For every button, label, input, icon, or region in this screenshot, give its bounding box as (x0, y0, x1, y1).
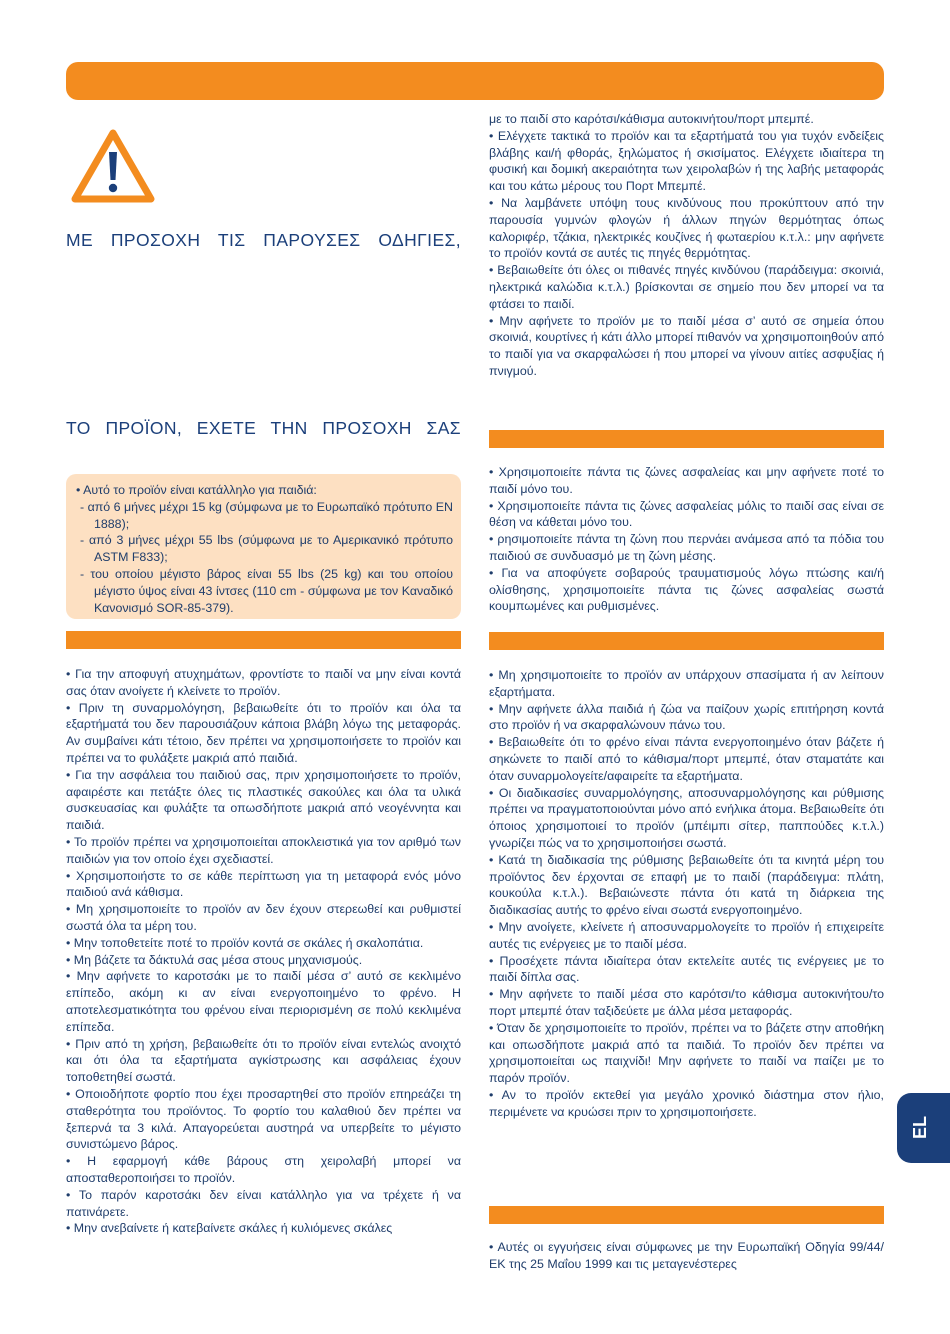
paragraph: • Χρησιμοποιήστε το σε κάθε περίπτωση για τη μεταφορά ενός μόνο παιδιού ανά κάθισμα. (66, 868, 461, 900)
language-tab (897, 1093, 950, 1163)
heading-line-1: ΜΕ ΠΡΟΣΟΧΗ ΤΙΣ ΠΑΡΟΥΣΕΣ ΟΔΗΓΙΕΣ, (66, 230, 461, 250)
right-column-middle-text (489, 464, 884, 615)
paragraph: • Χρησιμοποιείτε πάντα τις ζώνες ασφαλείας και μην αφήνετε ποτέ το παιδί μόνο του. (489, 465, 884, 496)
paragraph: • Μην ανοίγετε, κλείνετε ή αποσυναρμολογείτε το προϊόν ή επιχειρείτε αυτές τις ενέργειες με το παιδί μέσα. (489, 919, 884, 951)
infobox-item: - από 3 μήνες μέχρι 55 lbs (σύμφωνα με το Αμερικανικό πρότυπο ASTM F833); (80, 533, 453, 565)
paragraph: • Πριν από τη χρήση, βεβαιωθείτε ότι το προϊόν είναι εντελώς ανοιχτό και ότι όλα τα εξαρτήματα αγκίστρωσης και ασφάλειας έχουν τοποθετηθεί σωστά. (66, 1036, 461, 1085)
paragraph: • Το παρόν καροτσάκι δεν είναι κατάλληλο για να τρέχετε ή να πατινάρετε. (66, 1187, 461, 1219)
paragraph: • Πριν τη συναρμολόγηση, βεβαιωθείτε ότι το προϊόν και όλα τα εξαρτήματά του δεν παρουσιάζουν κάποια βλάβη λόγω της μεταφοράς. Αν συμβαίνει κάτι τέτοιο, δεν πρέπει να χρησιμοποιήσετε το προϊόν και πρέπει να το φυλάξετε μακριά από παιδιά. (66, 700, 461, 765)
suitability-infobox (66, 474, 461, 619)
right-column-last-text (489, 1239, 884, 1273)
section-bar-right-1 (489, 430, 884, 448)
paragraph: • Για να αποφύγετε σοβαρούς τραυματισμούς λόγω πτώσης και/ή ολίσθησης, χρησιμοποιείτε πάντα τις ζώνες ασφαλείας σωστά κουμπωμένες και ρυθμισμένες. (489, 565, 884, 614)
paragraph: • Μη χρησιμοποιείτε το προϊόν αν υπάρχουν σπασίματα ή αν λείπουν εξαρτήματα. (489, 668, 884, 699)
paragraph: • Για την ασφάλεια του παιδιού σας, πριν χρησιμοποιήσετε το προϊόν, αφαιρέστε και πετάξτε όλες τις πλαστικές σακούλες και όλα τα υλικά συσκευασίας και φυλάξτε τα οπωσδήποτε μακριά από νεογέννητα και παιδιά. (66, 767, 461, 833)
language-tab-label: EL (910, 1115, 931, 1140)
infobox-intro: • Αυτό το προϊόν είναι κατάλληλο για παιδιά: (76, 483, 317, 497)
section-bar-right-3 (489, 1206, 884, 1224)
paragraph: • Για την αποφυγή ατυχημάτων, φροντίστε το παιδί να μην είναι κοντά σας όταν ανοίγετε ή κλείνετε το προϊόν. (66, 667, 461, 698)
paragraph: • Η εφαρμογή κάθε βάρους στη χειρολαβή μπορεί να αποσταθεροποιήσει το προϊόν. (66, 1154, 461, 1185)
section-bar-left (66, 631, 461, 649)
heading-line-2: ΤΟ ΠΡΟΪΟΝ, ΕΧΕΤΕ ΤΗΝ ΠΡΟΣΟΧΗ ΣΑΣ (66, 418, 461, 438)
paragraph: • Το προϊόν πρέπει να χρησιμοποιείται αποκλειστικά για τον αριθμό των παιδιών για τον οποίο έχει σχεδιαστεί. (66, 834, 461, 866)
right-column-top-text (489, 111, 884, 380)
paragraph: • Ελέγχετε τακτικά το προϊόν και τα εξαρτήματά του για τυχόν ενδείξεις βλάβης και/ή φθοράς, ξηλώματος ή σκισίματος. Ελέγχετε ιδιαίτερα τη φυσική και δομική ακεραιότητα των χειρολαβών ή της λαβής μεταφοράς και του κάτω μέρους του Πορτ Μπεμπέ. (489, 128, 884, 194)
paragraph: • Μην αφήνετε το προϊόν με το παιδί μέσα σ’ αυτό σε σημεία όπου σκοινιά, κουρτίνες ή κάτι άλλο μπορεί πιθανόν να χρησιμοποιηθούν από το παιδί για να σκαρφαλώσει ή που μπορεί να γίνουν αιτίες ασφυξίας ή πνιγμού. (489, 313, 884, 378)
warning-triangle-icon (70, 128, 156, 204)
paragraph: • Όταν δε χρησιμοποιείτε το προϊόν, πρέπει να το βάζετε στην αποθήκη και οπωσδήποτε μακριά από τα παιδιά. Το προϊόν δεν πρέπει να χρησιμοποιείται ως παιχνίδι! Μην αφήνετε το παιδί να παίζει με το παρόν προϊόν. (489, 1020, 884, 1086)
paragraph: με το παιδί στο καρότσι/κάθισμα αυτοκινήτου/πορτ μπεμπέ. (489, 112, 814, 126)
right-column-bottom-text (489, 667, 884, 1121)
paragraph: • Αυτές οι εγγυήσεις είναι σύμφωνες με την Ευρωπαϊκή Οδηγία 99/44/ΕΚ της 25 Μαΐου 1999 και τις μεταγενέστερες (489, 1240, 884, 1271)
paragraph: • Μη βάζετε τα δάκτυλά σας μέσα στους μηχανισμούς. (66, 952, 363, 967)
paragraph: • Μην τοποθετείτε ποτέ το προϊόν κοντά σε σκάλες ή σκαλοπάτια. (66, 935, 424, 950)
paragraph: • Προσέχετε πάντα ιδιαίτερα όταν εκτελείτε αυτές τις ενέργειες με το παιδί δίπλα σας. (489, 953, 884, 985)
paragraph: • Οι διαδικασίες συναρμολόγησης, αποσυναρμολόγησης και ρύθμισης πρέπει να πραγματοποιούνται μόνο από ενήλικα άτομα. Βεβαιωθείτε ότι όποιος χρησιμοποιεί το προϊόν (μπέιμπι σίτερ, παππούδες κ.τ.λ.) γνωρίζει πώς να το χρησιμοποιήσει σωστά. (489, 785, 884, 850)
paragraph: • Μην ανεβαίνετε ή κατεβαίνετε σκάλες ή κυλιόμενες σκάλες (66, 1221, 393, 1236)
paragraph: • Βεβαιωθείτε ότι όλες οι πιθανές πηγές κινδύνου (παράδειγμα: σκοινιά, ηλεκτρικά καλώδια κ.τ.λ.) βρίσκονται σε σημείο που δεν μπορεί να τα φτάσει το παιδί. (489, 263, 884, 311)
paragraph: • Αν το προϊόν εκτεθεί για μεγάλο χρονικό διάστημα στον ήλιο, περιμένετε να κρυώσει πριν το χρησιμοποιήσετε. (489, 1087, 884, 1119)
paragraph: • Χρησιμοποιείτε πάντα τις ζώνες ασφαλείας μόλις το παιδί σας είναι σε θέση να κάθεται μόνο του. (489, 498, 884, 530)
paragraph: • Κατά τη διαδικασία της ρύθμισης βεβαιωθείτε ότι τα κινητά μέρη του προϊόντος δεν έρχονται σε επαφή με το παιδί (παράδειγμα: πλάτη, κουκούλα κ.τ.λ.). Βεβαιώνεστε πάντα ότι κατά τη διάρκεια της διαδικασίας αυτής το φρένο είναι σωστά ενεργοποιημένο. (489, 852, 884, 918)
section-bar-right-2 (489, 632, 884, 650)
left-column-text (66, 666, 461, 1237)
paragraph: • Μη χρησιμοποιείτε το προϊόν αν δεν έχουν στερεωθεί και ρυθμιστεί σωστά όλα τα μέρη του. (66, 902, 461, 933)
infobox-item: - του οποίου μέγιστο βάρος είναι 55 lbs (25 kg) και του οποίου μέγιστο ύψος είναι 43 ίντσες (110 cm - σύμφωνα με τον Καναδικό Κανονισμό SOR-85-379). (80, 566, 453, 615)
paragraph: • ρησιμοποιείτε πάντα τη ζώνη που περνάει ανάμεσα από τα πόδια του παιδιού σε συνδυασμό με τη ζώνη μέσης. (489, 532, 884, 563)
paragraph: • Μην αφήνετε το καροτσάκι με το παιδί μέσα σ’ αυτό σε κεκλιμένο επίπεδο, ακόμη κι αν είναι ενεργοποιημένο το φρένο. Η αποτελεσματικότητα του φρένου είναι περιορισμένη σε πολύ κεκλιμένα επίπεδα. (66, 969, 461, 1034)
paragraph: • Μην αφήνετε το παιδί μέσα στο καρότσι/το κάθισμα αυτοκινήτου/το πορτ μπεμπέ όταν ταξιδεύετε με άλλα μέσα μεταφοράς. (489, 987, 884, 1018)
infobox-item: - από 6 μήνες μέχρι 15 kg (σύμφωνα με το Ευρωπαϊκό πρότυπο EN 1888); (80, 499, 453, 531)
paragraph: • Βεβαιωθείτε ότι το φρένο είναι πάντα ενεργοποιημένο όταν βάζετε ή σηκώνετε το παιδί από το κάθισμα/πορτ μπεμπέ, όταν σταματάτε και όταν συναρμολογείτε/αφαιρείτε τα εξαρτήματα. (489, 735, 884, 783)
paragraph: • Να λαμβάνετε υπόψη τους κινδύνους που προκύπτουν από την παρουσία γυμνών φλογών ή άλλων πηγών θερμότητας όπως καλοριφέρ, τζάκια, ηλεκτρικές κουζίνες ή φωταερίου κ.τ.λ.: μην αφήνετε το προϊόν κοντά σε αυτές τις πηγές θερμότητας. (489, 195, 884, 261)
top-banner-bar (66, 62, 884, 100)
paragraph: • Οποιοδήποτε φορτίο που έχει προσαρτηθεί στο προϊόν επηρεάζει τη σταθερότητα του προϊόντος. Το φορτίο του καλαθιού δεν πρέπει να ξεπερνά τα 3 κιλά. Απαγορεύεται αυστηρά να υπερβείτε το μέγιστο συνιστώμενο βάρος. (66, 1086, 461, 1152)
paragraph: • Μην αφήνετε άλλα παιδιά ή ζώα να παίζουν χωρίς επιτήρηση κοντά στο προϊόν ή να σκαρφαλώνουν πάνω του. (489, 701, 884, 733)
